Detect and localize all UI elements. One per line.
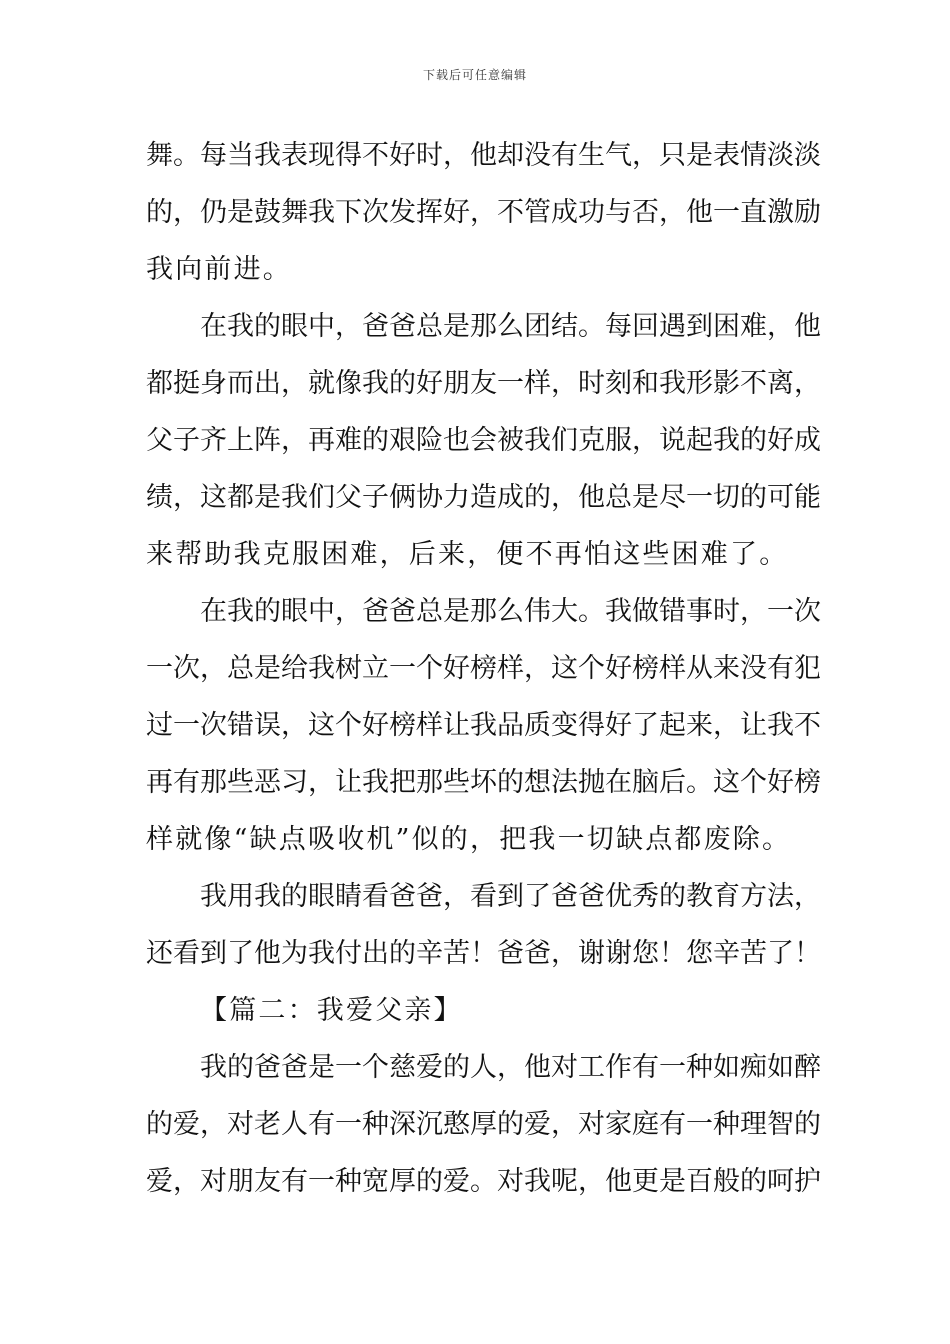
text-line: 父子齐上阵，再难的艰险也会被我们克服，说起我的好成 bbox=[146, 425, 821, 456]
page-header-note: 下载后可任意编辑 bbox=[422, 68, 527, 82]
text-line: 我向前进。 bbox=[146, 254, 292, 285]
text-line: 再有那些恶习，让我把那些坏的想法抛在脑后。这个好榜 bbox=[146, 767, 821, 798]
text-line: 样就像“缺点吸收机”似的，把我一切缺点都废除。 bbox=[146, 824, 792, 855]
text-line: 都挺身而出，就像我的好朋友一样，时刻和我形影不离， bbox=[146, 368, 821, 399]
text-line: 在我的眼中，爸爸总是那么伟大。我做错事时，一次 bbox=[200, 596, 821, 627]
text-line: 来帮助我克服困难，后来，便不再怕这些困难了。 bbox=[146, 539, 789, 570]
document-body bbox=[146, 127, 821, 1210]
text-line: 爱，对朋友有一种宽厚的爱。对我呢，他更是百般的呵护 bbox=[146, 1166, 821, 1197]
text-line: 舞。每当我表现得不好时，他却没有生气，只是表情淡淡 bbox=[146, 140, 821, 171]
section-heading: 【篇二：我爱父亲】 bbox=[200, 995, 463, 1026]
text-line: 的，仍是鼓舞我下次发挥好，不管成功与否，他一直激励 bbox=[146, 197, 821, 228]
text-line: 我的爸爸是一个慈爱的人，他对工作有一种如痴如醉 bbox=[200, 1052, 821, 1083]
text-line: 的爱，对老人有一种深沉憨厚的爱，对家庭有一种理智的 bbox=[146, 1109, 821, 1140]
text-line: 我用我的眼睛看爸爸，看到了爸爸优秀的教育方法， bbox=[200, 881, 821, 912]
text-line: 过一次错误，这个好榜样让我品质变得好了起来，让我不 bbox=[146, 710, 821, 741]
text-line: 绩，这都是我们父子俩协力造成的，他总是尽一切的可能 bbox=[146, 482, 821, 513]
text-line: 一次，总是给我树立一个好榜样，这个好榜样从来没有犯 bbox=[146, 653, 821, 684]
text-line: 还看到了他为我付出的辛苦！爸爸，谢谢您！您辛苦了！ bbox=[146, 938, 821, 969]
text-line: 在我的眼中，爸爸总是那么团结。每回遇到困难，他 bbox=[200, 311, 821, 342]
